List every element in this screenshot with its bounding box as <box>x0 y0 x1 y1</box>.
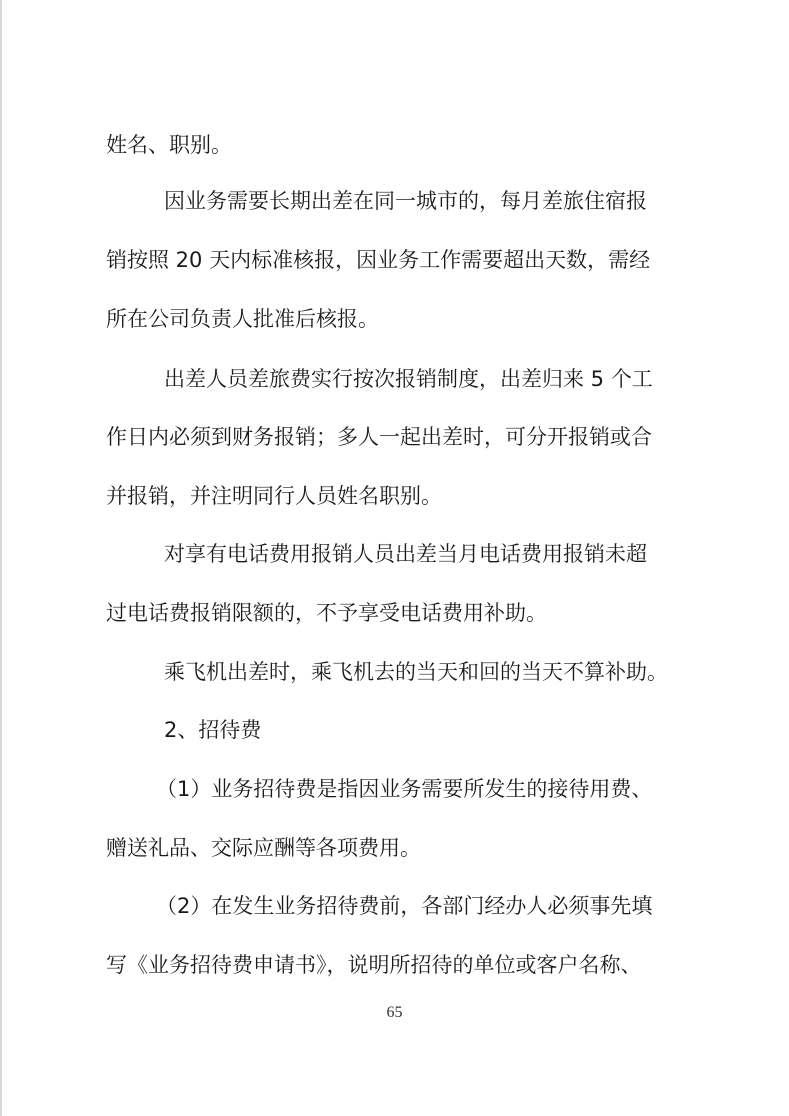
text-line: 对享有电话费用报销人员出差当月电话费用报销未超 <box>164 542 647 566</box>
text-line: 出差人员差旅费实行按次报销制度，出差归来 5 个工 <box>164 367 653 391</box>
page-edge <box>0 0 2 1116</box>
section-heading: 2、招待费 <box>164 718 262 742</box>
text-line: 姓名、职别。 <box>106 133 232 157</box>
text-line: 乘飞机出差时，乘飞机去的当天和回的当天不算补助。 <box>164 660 668 684</box>
text-line: 过电话费报销限额的，不予享受电话费用补助。 <box>106 601 547 625</box>
text-line: （2）在发生业务招待费前，各部门经办人必须事先填 <box>156 894 653 918</box>
text-line: 写《业务招待费申请书》，说明所招待的单位或客户名称、 <box>106 953 642 977</box>
text-line: 并报销，并注明同行人员姓名职别。 <box>106 484 442 508</box>
text-line: 作日内必须到财务报销；多人一起出差时，可分开报销或合 <box>106 425 652 449</box>
text-line: 因业务需要长期出差在同一城市的，每月差旅住宿报 <box>164 189 647 213</box>
text-line: 赠送礼品、交际应酬等各项费用。 <box>106 836 421 860</box>
text-line: （1）业务招待费是指因业务需要所发生的接待用费、 <box>156 777 653 801</box>
text-line: 所在公司负责人批准后核报。 <box>106 307 379 331</box>
text-line: 销按照 20 天内标准核报，因业务工作需要超出天数，需经 <box>106 248 651 272</box>
page-number: 65 <box>386 1004 403 1021</box>
